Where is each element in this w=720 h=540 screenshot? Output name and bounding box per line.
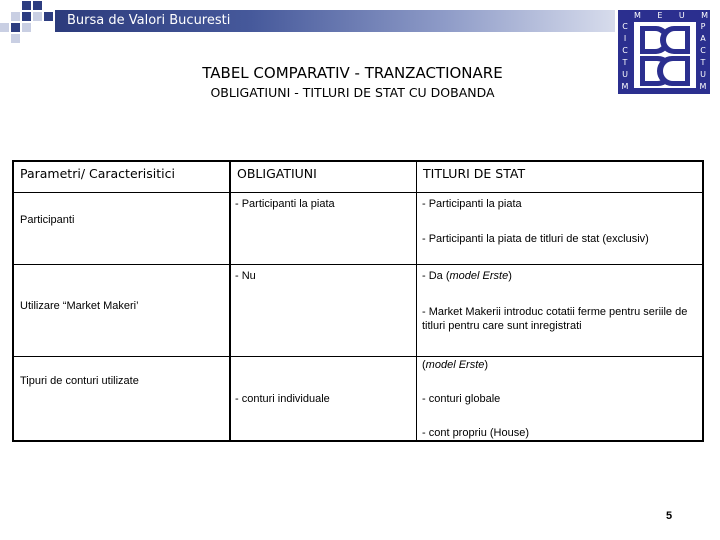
page-subtitle: OBLIGATIUNI - TITLURI DE STAT CU DOBANDA: [210, 85, 495, 100]
header-parametri: Parametri/ Caracterisitici: [20, 166, 175, 181]
decorative-squares: [0, 0, 60, 44]
row-divider: [14, 264, 702, 265]
column-divider: [416, 162, 417, 440]
cell-titluri-market-makeri-3: (model Erste): [422, 359, 489, 371]
row-label-market-makeri: Utilizare “Market Makeri’: [20, 300, 139, 312]
page-number: 5: [666, 510, 673, 522]
cell-titluri-tipuri-conturi-2: - cont propriu (House): [422, 427, 529, 439]
row-divider: [14, 356, 702, 357]
cell-oblig-participanti: - Participanti la piata: [235, 198, 335, 210]
column-divider: [229, 162, 231, 440]
row-label-participanti: Participanti: [20, 214, 75, 226]
cell-titluri-market-makeri-2: - Market Makerii introduc cotatii ferme pentru seriile de titluri pentru care sunt inregistrati: [422, 306, 688, 332]
row-label-tipuri-conturi: Tipuri de conturi utilizate: [20, 375, 139, 387]
cell-titluri-participanti-2: - Participanti la piata de titluri de stat (exclusiv): [422, 233, 649, 245]
header-title: Bursa de Valori Bucuresti: [67, 13, 231, 28]
cell-titluri-market-makeri-1: - Da (model Erste): [422, 270, 512, 282]
cell-oblig-tipuri-conturi: - conturi individuale: [235, 393, 330, 405]
header-bar: [55, 10, 615, 32]
row-divider: [14, 192, 702, 193]
cell-titluri-tipuri-conturi-1: - conturi globale: [422, 393, 501, 405]
comparison-table: [12, 160, 704, 442]
cell-oblig-market-makeri: - Nu: [235, 270, 256, 282]
logo-top-letters: M E U M: [634, 11, 708, 20]
header-titluri: TITLURI DE STAT: [423, 166, 526, 181]
logo-right-letters: P A C T U M: [699, 21, 707, 91]
cell-titluri-participanti-1: - Participanti la piata: [422, 198, 522, 210]
logo-left-letters: C I C T U M: [621, 21, 629, 91]
header-obligatiuni: OBLIGATIUNI: [237, 166, 317, 181]
page-title: TABEL COMPARATIV - TRANZACTIONARE: [202, 64, 503, 82]
